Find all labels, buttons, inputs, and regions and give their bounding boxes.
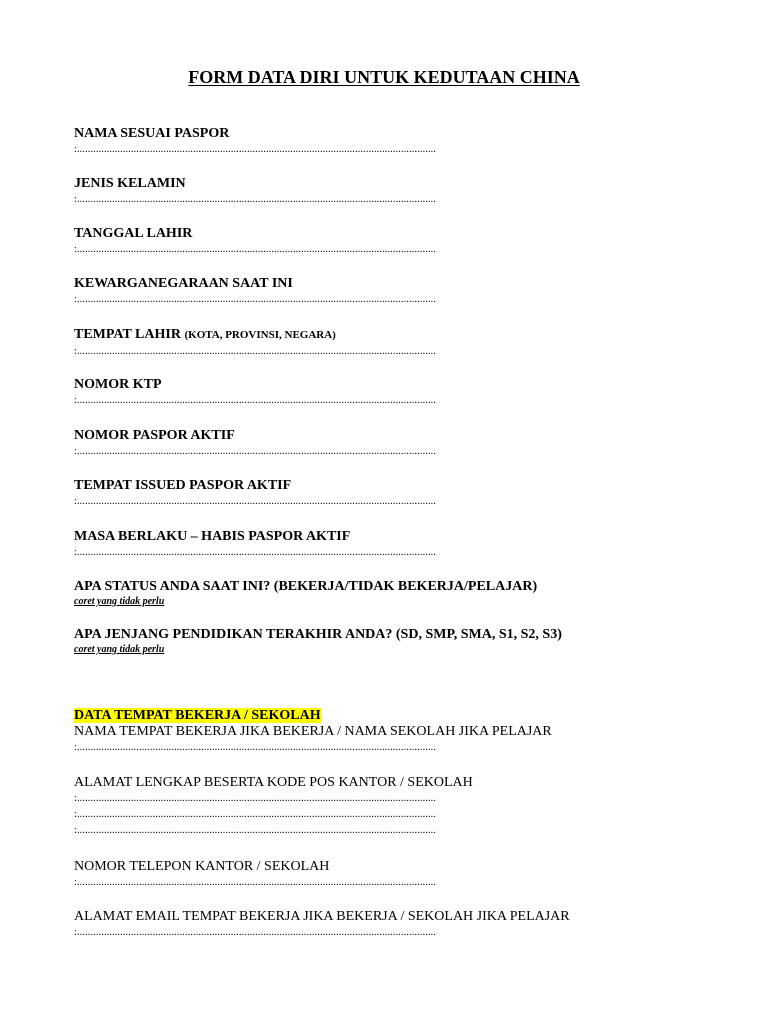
- fill-line[interactable]: :.....................................................................................................................................: [74, 825, 437, 836]
- fill-line[interactable]: :.....................................................................................................................................: [74, 742, 437, 753]
- fill-line[interactable]: :.....................................................................................................................................: [74, 395, 437, 406]
- field-label: MASA BERLAKU – HABIS PASPOR AKTIF: [74, 529, 351, 544]
- field-label: APA STATUS ANDA SAAT INI? (BEKERJA/TIDAK BEKERJA/PELAJAR): [74, 579, 538, 594]
- field-pendidikan: [74, 626, 634, 656]
- field-label: NAMA SESUAI PASPOR: [74, 126, 230, 141]
- field-label: ALAMAT LENGKAP BESERTA KODE POS KANTOR / SEKOLAH: [74, 775, 473, 790]
- field-tempat-issued: [74, 477, 634, 510]
- fill-line[interactable]: :.....................................................................................................................................: [74, 927, 437, 938]
- field-nama-sesuai-paspor: [74, 125, 634, 158]
- field-note: coret yang tidak perlu: [74, 596, 165, 607]
- fill-line[interactable]: :.....................................................................................................................................: [74, 346, 437, 357]
- fill-line[interactable]: :.....................................................................................................................................: [74, 144, 437, 155]
- fill-line[interactable]: :.....................................................................................................................................: [74, 446, 437, 457]
- section-heading: DATA TEMPAT BEKERJA / SEKOLAH: [74, 708, 321, 723]
- field-label: NOMOR TELEPON KANTOR / SEKOLAH: [74, 859, 330, 874]
- field-label: [74, 326, 634, 344]
- field-tempat-lahir: [74, 326, 634, 360]
- field-label: NOMOR PASPOR AKTIF: [74, 428, 235, 443]
- section-work-school: [74, 706, 634, 724]
- field-nama-tempat: [74, 723, 634, 756]
- field-status: [74, 578, 634, 608]
- field-alamat-lengkap: [74, 774, 634, 839]
- field-label-sub: (KOTA, PROVINSI, NEGARA): [184, 329, 336, 341]
- fill-line[interactable]: :.....................................................................................................................................: [74, 547, 437, 558]
- field-note: coret yang tidak perlu: [74, 644, 165, 655]
- field-nomor-telepon: [74, 858, 634, 891]
- field-label: TEMPAT ISSUED PASPOR AKTIF: [74, 478, 292, 493]
- field-label: NAMA TEMPAT BEKERJA JIKA BEKERJA / NAMA SEKOLAH JIKA PELAJAR: [74, 724, 552, 739]
- fill-line[interactable]: :.....................................................................................................................................: [74, 244, 437, 255]
- field-alamat-email: [74, 908, 634, 941]
- fill-line[interactable]: :.....................................................................................................................................: [74, 793, 437, 804]
- field-masa-berlaku: [74, 528, 634, 561]
- field-label: ALAMAT EMAIL TEMPAT BEKERJA JIKA BEKERJA / SEKOLAH JIKA PELAJAR: [74, 909, 570, 924]
- field-jenis-kelamin: [74, 175, 634, 208]
- fill-line[interactable]: :.....................................................................................................................................: [74, 809, 437, 820]
- field-label: NOMOR KTP: [74, 377, 162, 392]
- fill-line[interactable]: :.....................................................................................................................................: [74, 194, 437, 205]
- form-title: FORM DATA DIRI UNTUK KEDUTAAN CHINA: [188, 67, 580, 87]
- field-label: JENIS KELAMIN: [74, 176, 186, 191]
- fill-line[interactable]: :.....................................................................................................................................: [74, 294, 437, 305]
- field-tanggal-lahir: [74, 225, 634, 258]
- field-nomor-paspor: [74, 427, 634, 460]
- field-nomor-ktp: [74, 376, 634, 409]
- fill-line[interactable]: :.....................................................................................................................................: [74, 877, 437, 888]
- field-kewarganegaraan: [74, 275, 634, 308]
- fill-line[interactable]: :.....................................................................................................................................: [74, 496, 437, 507]
- field-label-text: TEMPAT LAHIR: [74, 327, 181, 342]
- field-label: TANGGAL LAHIR: [74, 226, 193, 241]
- field-label: APA JENJANG PENDIDIKAN TERAKHIR ANDA? (SD, SMP, SMA, S1, S2, S3): [74, 627, 562, 642]
- field-label: KEWARGANEGARAAN SAAT INI: [74, 276, 293, 291]
